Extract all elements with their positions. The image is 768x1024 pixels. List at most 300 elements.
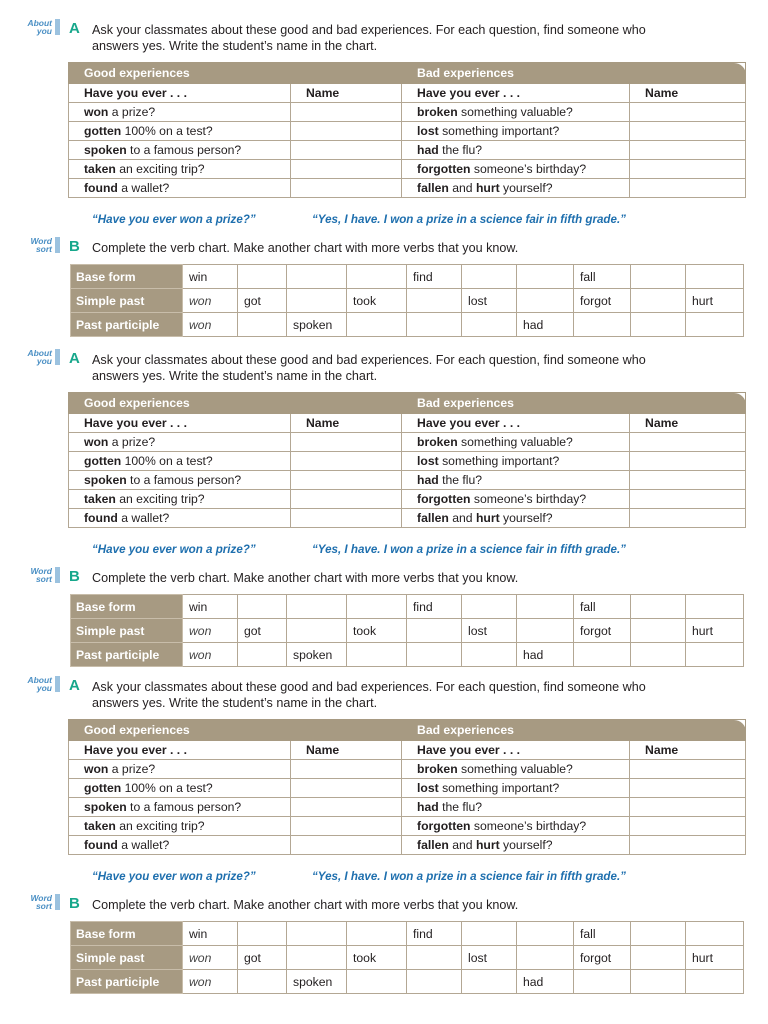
exercise-letter-a: A <box>69 350 80 367</box>
verb-row-label: Simple past <box>71 289 183 313</box>
verb-cell: took <box>347 946 407 970</box>
question-rest: something valuable? <box>457 762 573 776</box>
question-rest: an exciting trip? <box>115 162 205 176</box>
bad-experience-question <box>402 471 630 490</box>
question-rest: yourself? <box>499 838 553 852</box>
verb-blank-cell[interactable] <box>462 595 517 619</box>
name-cell[interactable] <box>630 779 746 798</box>
table-row <box>69 471 746 490</box>
table-row <box>69 779 746 798</box>
verb-blank-cell[interactable] <box>347 922 407 946</box>
verb-blank-cell[interactable] <box>631 265 686 289</box>
verb-cell: hurt <box>686 619 744 643</box>
verb-cell: won <box>183 289 238 313</box>
about-you-label: About you <box>27 348 52 366</box>
verb-cell: won <box>183 946 238 970</box>
verb: lost <box>417 454 439 468</box>
verb-blank-cell[interactable] <box>287 922 347 946</box>
verb-blank-cell[interactable] <box>631 289 686 313</box>
example-question: “Have you ever won a prize?” <box>92 870 256 883</box>
verb-cell: got <box>238 619 287 643</box>
table-row <box>69 141 746 160</box>
column-have-you-ever: Have you ever . . . <box>69 84 291 103</box>
question-rest: something important? <box>438 454 560 468</box>
verb-blank-cell[interactable] <box>686 970 744 994</box>
verb-chart-row <box>71 619 744 643</box>
name-cell[interactable] <box>630 836 746 855</box>
about-you-tag <box>18 19 52 35</box>
word-sort-tag <box>18 237 52 253</box>
name-cell[interactable] <box>630 160 746 179</box>
verb-cell: had <box>517 313 574 337</box>
example-question: “Have you ever won a prize?” <box>92 543 256 556</box>
name-cell[interactable] <box>291 760 402 779</box>
verb-blank-cell[interactable] <box>517 922 574 946</box>
example-answer: “Yes, I have. I won a prize in a science fair in fifth grade.” <box>312 870 626 883</box>
verb: forgotten <box>417 819 471 833</box>
question-rest: someone’s birthday? <box>470 492 587 506</box>
verb-blank-cell[interactable] <box>517 946 574 970</box>
verb-row-label: Base form <box>71 265 183 289</box>
name-cell[interactable] <box>630 179 746 198</box>
verb: hurt <box>475 181 500 195</box>
bad-experience-question <box>402 509 630 528</box>
verb-cell: find <box>407 922 462 946</box>
question-rest: an exciting trip? <box>115 819 205 833</box>
name-cell[interactable] <box>291 779 402 798</box>
table-row <box>69 160 746 179</box>
exercise-letter-b: B <box>69 568 80 585</box>
good-experiences-header: Good experiences <box>69 63 402 84</box>
verb-chart-row <box>71 922 744 946</box>
good-experience-question <box>69 509 291 528</box>
bad-experience-question <box>402 452 630 471</box>
about-you-tag <box>18 349 52 365</box>
example-answer: “Yes, I have. I won a prize in a science fair in fifth grade.” <box>312 543 626 556</box>
verb-cell: spoken <box>287 970 347 994</box>
verb-blank-cell[interactable] <box>631 970 686 994</box>
name-cell[interactable] <box>630 798 746 817</box>
good-experience-question <box>69 471 291 490</box>
verb-cell: find <box>407 595 462 619</box>
name-cell[interactable] <box>630 122 746 141</box>
question-rest: a prize? <box>108 762 156 776</box>
verb-row-label: Past participle <box>71 970 183 994</box>
word-sort-tag <box>18 567 52 583</box>
name-cell[interactable] <box>630 490 746 509</box>
column-have-you-ever: Have you ever . . . <box>402 414 630 433</box>
experiences-chart <box>68 392 746 528</box>
exercise-letter-b: B <box>69 895 80 912</box>
good-experiences-header: Good experiences <box>69 393 402 414</box>
question-mid: and <box>448 181 476 195</box>
verb: found <box>84 838 118 852</box>
verb-cell: forgot <box>574 289 631 313</box>
verb-blank-cell[interactable] <box>631 946 686 970</box>
exercise-section <box>0 0 768 330</box>
verb-cell: hurt <box>686 946 744 970</box>
question-rest: something important? <box>438 781 560 795</box>
table-row <box>69 836 746 855</box>
verb: found <box>84 181 118 195</box>
verb-blank-cell[interactable] <box>238 595 287 619</box>
tag-bar-icon <box>55 237 60 253</box>
verb-blank-cell[interactable] <box>517 265 574 289</box>
name-cell[interactable] <box>291 798 402 817</box>
column-have-you-ever: Have you ever . . . <box>69 414 291 433</box>
verb-chart <box>70 264 744 337</box>
question-rest: something valuable? <box>457 435 573 449</box>
verb: hurt <box>475 838 500 852</box>
verb-cell: win <box>183 922 238 946</box>
verb-row-label: Simple past <box>71 619 183 643</box>
verb-blank-cell[interactable] <box>287 946 347 970</box>
instructions-a <box>92 679 752 711</box>
verb-cell: took <box>347 289 407 313</box>
column-name: Name <box>630 414 746 433</box>
question-rest: something valuable? <box>457 105 573 119</box>
experiences-chart <box>68 62 746 198</box>
question-rest: the flu? <box>438 473 483 487</box>
verb: had <box>417 800 439 814</box>
name-cell[interactable] <box>630 141 746 160</box>
verb-row-label: Past participle <box>71 313 183 337</box>
good-experience-question <box>69 433 291 452</box>
verb-blank-cell[interactable] <box>462 265 517 289</box>
verb-blank-cell[interactable] <box>517 595 574 619</box>
question-mid: and <box>448 838 476 852</box>
verb-blank-cell[interactable] <box>631 619 686 643</box>
verb-cell: fall <box>574 922 631 946</box>
table-row <box>69 509 746 528</box>
good-experience-question <box>69 836 291 855</box>
bad-experience-question <box>402 103 630 122</box>
name-cell[interactable] <box>291 103 402 122</box>
tag-bar-icon <box>55 349 60 365</box>
verb: fallen <box>417 181 449 195</box>
table-row <box>69 433 746 452</box>
question-rest: someone’s birthday? <box>470 162 587 176</box>
verb: taken <box>84 492 116 506</box>
question-rest: 100% on a test? <box>121 124 213 138</box>
verb-blank-cell[interactable] <box>686 922 744 946</box>
instructions-a-line1: Ask your classmates about these good and bad experiences. For each question, find someone who <box>92 680 646 694</box>
verb-cell: hurt <box>686 289 744 313</box>
exercise-letter-b: B <box>69 238 80 255</box>
instructions-a-line2: answers yes. Write the student’s name in the chart. <box>92 696 378 710</box>
name-cell[interactable] <box>291 179 402 198</box>
verb: lost <box>417 781 439 795</box>
verb-cell: had <box>517 970 574 994</box>
verb-blank-cell[interactable] <box>631 595 686 619</box>
verb-chart <box>70 921 744 994</box>
good-experience-question <box>69 103 291 122</box>
instructions-b: Complete the verb chart. Make another chart with more verbs that you know. <box>92 241 519 255</box>
verb: won <box>84 105 109 119</box>
verb: spoken <box>84 143 127 157</box>
verb-cell: forgot <box>574 946 631 970</box>
verb-row-label: Past participle <box>71 643 183 667</box>
verb-chart-row <box>71 289 744 313</box>
verb-cell: won <box>183 313 238 337</box>
name-cell[interactable] <box>291 141 402 160</box>
table-row <box>69 179 746 198</box>
verb-row-label: Simple past <box>71 946 183 970</box>
example-dialogue <box>92 870 626 883</box>
verb: lost <box>417 124 439 138</box>
verb-chart-row <box>71 970 744 994</box>
verb-cell: spoken <box>287 643 347 667</box>
verb: fallen <box>417 511 449 525</box>
bad-experience-question <box>402 179 630 198</box>
name-cell[interactable] <box>291 836 402 855</box>
bad-experience-question <box>402 798 630 817</box>
question-rest: 100% on a test? <box>121 454 213 468</box>
verb: forgotten <box>417 492 471 506</box>
name-cell[interactable] <box>291 433 402 452</box>
bad-experience-question <box>402 760 630 779</box>
word-sort-tag <box>18 894 52 910</box>
verb-blank-cell[interactable] <box>287 289 347 313</box>
bad-experiences-header: Bad experiences <box>402 393 746 414</box>
verb-blank-cell[interactable] <box>347 265 407 289</box>
verb-cell: lost <box>462 619 517 643</box>
verb: found <box>84 511 118 525</box>
question-rest: the flu? <box>438 143 483 157</box>
exercise-section <box>0 657 768 987</box>
column-name: Name <box>630 741 746 760</box>
verb-chart-row <box>71 595 744 619</box>
name-cell[interactable] <box>630 103 746 122</box>
name-cell[interactable] <box>630 471 746 490</box>
name-cell[interactable] <box>630 760 746 779</box>
name-cell[interactable] <box>630 509 746 528</box>
verb: had <box>417 473 439 487</box>
instructions-a-line1: Ask your classmates about these good and bad experiences. For each question, find someone who <box>92 23 646 37</box>
name-cell[interactable] <box>291 471 402 490</box>
verb-blank-cell[interactable] <box>238 922 287 946</box>
about-you-label: About you <box>27 675 52 693</box>
bad-experiences-header: Bad experiences <box>402 720 746 741</box>
table-row <box>69 798 746 817</box>
verb: had <box>417 143 439 157</box>
example-dialogue <box>92 213 626 226</box>
column-name: Name <box>291 741 402 760</box>
word-sort-label: Word sort <box>30 893 52 911</box>
instructions-a-line1: Ask your classmates about these good and bad experiences. For each question, find someone who <box>92 353 646 367</box>
bad-experience-question <box>402 779 630 798</box>
verb-blank-cell[interactable] <box>686 595 744 619</box>
verb-blank-cell[interactable] <box>287 595 347 619</box>
verb-blank-cell[interactable] <box>407 970 462 994</box>
question-rest: someone’s birthday? <box>470 819 587 833</box>
exercise-section <box>0 330 768 660</box>
bad-experience-question <box>402 490 630 509</box>
example-question: “Have you ever won a prize?” <box>92 213 256 226</box>
question-rest: the flu? <box>438 800 483 814</box>
verb-blank-cell[interactable] <box>574 970 631 994</box>
about-you-label: About you <box>27 18 52 36</box>
verb-cell: forgot <box>574 619 631 643</box>
name-cell[interactable] <box>291 160 402 179</box>
verb-blank-cell[interactable] <box>347 970 407 994</box>
question-rest: a wallet? <box>117 838 170 852</box>
about-you-tag <box>18 676 52 692</box>
verb: forgotten <box>417 162 471 176</box>
verb-blank-cell[interactable] <box>407 289 462 313</box>
verb-cell: find <box>407 265 462 289</box>
table-row <box>69 122 746 141</box>
verb: taken <box>84 819 116 833</box>
verb-cell: took <box>347 619 407 643</box>
verb-cell: win <box>183 265 238 289</box>
verb-blank-cell[interactable] <box>517 289 574 313</box>
verb-cell: fall <box>574 595 631 619</box>
good-experience-question <box>69 452 291 471</box>
verb-cell: got <box>238 289 287 313</box>
verb: won <box>84 762 109 776</box>
bad-experience-question <box>402 433 630 452</box>
example-answer: “Yes, I have. I won a prize in a science fair in fifth grade.” <box>312 213 626 226</box>
instructions-a <box>92 352 752 384</box>
verb: broken <box>417 435 458 449</box>
verb-cell: spoken <box>287 313 347 337</box>
tag-bar-icon <box>55 567 60 583</box>
question-rest: 100% on a test? <box>121 781 213 795</box>
instructions-a-line2: answers yes. Write the student’s name in the chart. <box>92 39 378 53</box>
question-rest: a wallet? <box>117 511 170 525</box>
name-cell[interactable] <box>291 817 402 836</box>
example-dialogue <box>92 543 626 556</box>
instructions-a-line2: answers yes. Write the student’s name in the chart. <box>92 369 378 383</box>
table-row <box>69 103 746 122</box>
verb-cell: win <box>183 595 238 619</box>
question-rest: something important? <box>438 124 560 138</box>
verb-blank-cell[interactable] <box>462 922 517 946</box>
verb-blank-cell[interactable] <box>517 619 574 643</box>
question-mid: and <box>448 511 476 525</box>
tag-bar-icon <box>55 676 60 692</box>
exercise-letter-a: A <box>69 20 80 37</box>
question-rest: yourself? <box>499 511 553 525</box>
name-cell[interactable] <box>291 122 402 141</box>
good-experience-question <box>69 817 291 836</box>
column-name: Name <box>291 84 402 103</box>
verb-blank-cell[interactable] <box>407 946 462 970</box>
question-rest: a prize? <box>108 435 156 449</box>
tag-bar-icon <box>55 19 60 35</box>
verb-cell: won <box>183 643 238 667</box>
bad-experience-question <box>402 160 630 179</box>
column-name: Name <box>291 414 402 433</box>
verb-blank-cell[interactable] <box>631 922 686 946</box>
name-cell[interactable] <box>291 452 402 471</box>
exercise-letter-a: A <box>69 677 80 694</box>
verb: gotten <box>84 124 122 138</box>
good-experience-question <box>69 160 291 179</box>
good-experience-question <box>69 179 291 198</box>
verb-chart-row <box>71 946 744 970</box>
good-experience-question <box>69 122 291 141</box>
verb-blank-cell[interactable] <box>238 265 287 289</box>
verb-cell: fall <box>574 265 631 289</box>
name-cell[interactable] <box>291 490 402 509</box>
question-rest: to a famous person? <box>126 143 242 157</box>
verb-blank-cell[interactable] <box>407 619 462 643</box>
verb-cell: lost <box>462 946 517 970</box>
name-cell[interactable] <box>630 452 746 471</box>
verb: fallen <box>417 838 449 852</box>
verb-row-label: Base form <box>71 922 183 946</box>
verb: gotten <box>84 454 122 468</box>
instructions-b: Complete the verb chart. Make another chart with more verbs that you know. <box>92 571 519 585</box>
column-have-you-ever: Have you ever . . . <box>69 741 291 760</box>
verb: gotten <box>84 781 122 795</box>
name-cell[interactable] <box>630 433 746 452</box>
tag-bar-icon <box>55 894 60 910</box>
question-rest: a wallet? <box>117 181 170 195</box>
experiences-chart <box>68 719 746 855</box>
verb-chart-row <box>71 265 744 289</box>
word-sort-label: Word sort <box>30 566 52 584</box>
verb-blank-cell[interactable] <box>287 619 347 643</box>
name-cell[interactable] <box>630 817 746 836</box>
verb: spoken <box>84 473 127 487</box>
verb: hurt <box>475 511 500 525</box>
verb-blank-cell[interactable] <box>347 595 407 619</box>
verb-blank-cell[interactable] <box>462 970 517 994</box>
verb-blank-cell[interactable] <box>686 265 744 289</box>
word-sort-label: Word sort <box>30 236 52 254</box>
good-experience-question <box>69 141 291 160</box>
instructions-a <box>92 22 752 54</box>
verb: broken <box>417 105 458 119</box>
question-rest: to a famous person? <box>126 473 242 487</box>
question-rest: yourself? <box>499 181 553 195</box>
column-name: Name <box>630 84 746 103</box>
column-have-you-ever: Have you ever . . . <box>402 741 630 760</box>
table-row <box>69 452 746 471</box>
verb-blank-cell[interactable] <box>287 265 347 289</box>
name-cell[interactable] <box>291 509 402 528</box>
verb-cell: lost <box>462 289 517 313</box>
verb-cell: won <box>183 970 238 994</box>
column-have-you-ever: Have you ever . . . <box>402 84 630 103</box>
table-row <box>69 490 746 509</box>
verb-cell: won <box>183 619 238 643</box>
verb: broken <box>417 762 458 776</box>
table-row <box>69 760 746 779</box>
bad-experience-question <box>402 836 630 855</box>
good-experiences-header: Good experiences <box>69 720 402 741</box>
instructions-b: Complete the verb chart. Make another chart with more verbs that you know. <box>92 898 519 912</box>
verb: won <box>84 435 109 449</box>
verb-blank-cell[interactable] <box>238 970 287 994</box>
bad-experience-question <box>402 817 630 836</box>
bad-experience-question <box>402 141 630 160</box>
bad-experiences-header: Bad experiences <box>402 63 746 84</box>
verb-cell: had <box>517 643 574 667</box>
good-experience-question <box>69 760 291 779</box>
verb: taken <box>84 162 116 176</box>
bad-experience-question <box>402 122 630 141</box>
verb: spoken <box>84 800 127 814</box>
question-rest: an exciting trip? <box>115 492 205 506</box>
question-rest: to a famous person? <box>126 800 242 814</box>
verb-row-label: Base form <box>71 595 183 619</box>
good-experience-question <box>69 779 291 798</box>
verb-cell: got <box>238 946 287 970</box>
